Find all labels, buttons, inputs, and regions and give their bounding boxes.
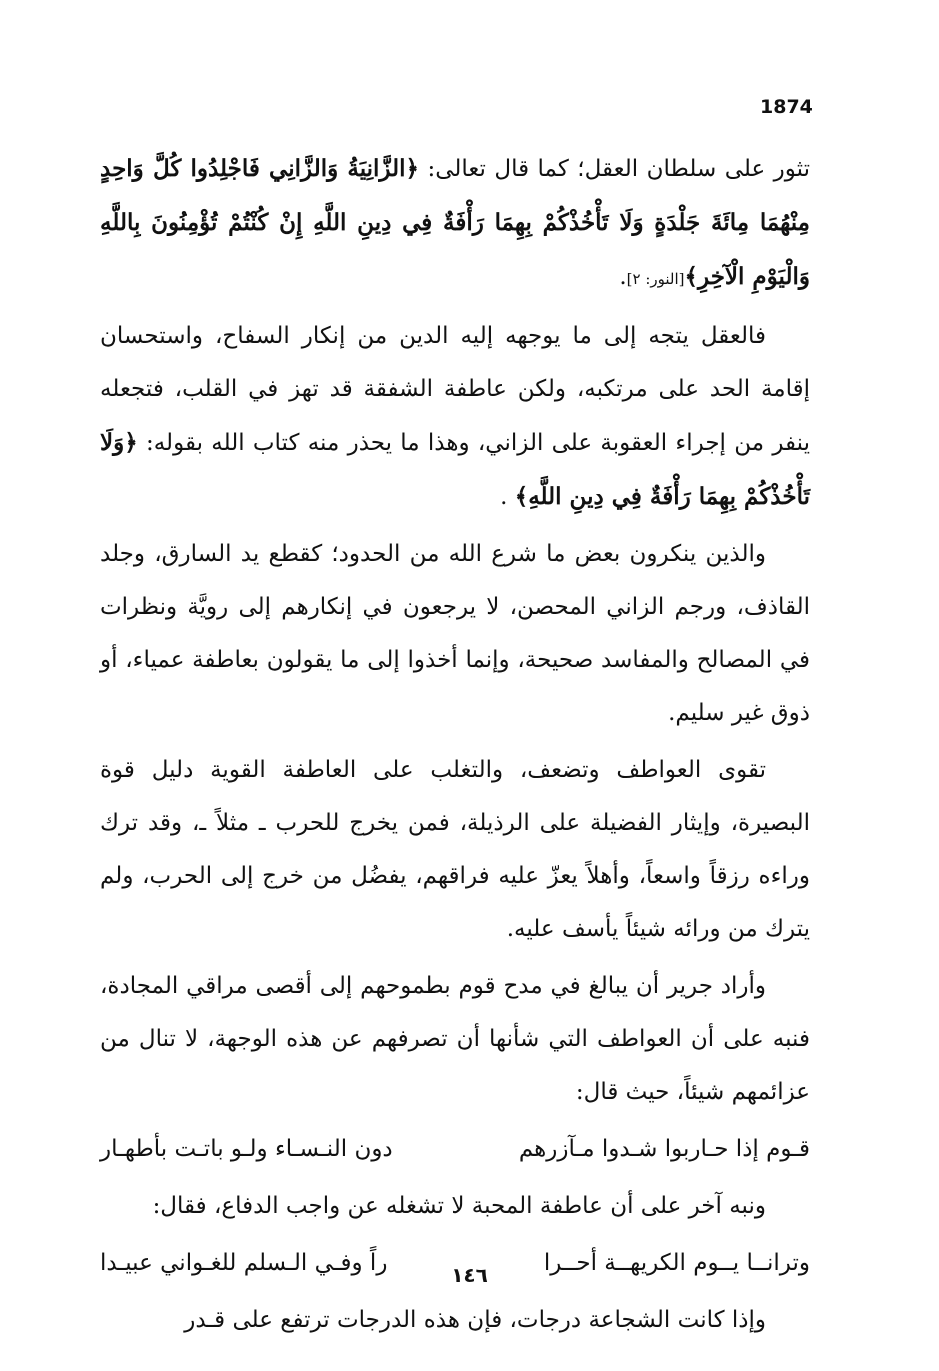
paragraph-4: تقوى العواطف وتضعف، والتغلب على العاطفة القوية دليل قوة البصيرة، وإيثار الفضيلة على الرذيلة، فمن يخرج للحرب ـ مثلاً ـ، وقد ترك وراءه رزقاً واسعاً، وأهلاً يعزّ عليه فراقهم، يفضُل من خرج إلى الحرب، ولم يترك من ورائه شيئاً يأسف عليه. bbox=[100, 757, 810, 942]
quran-verse-2: ﴿وَلَا تَأْخُذْكُمْ بِهِمَا رَأْفَةٌ فِي دِينِ اللَّهِ﴾ bbox=[100, 429, 810, 510]
paragraph-1-end: . bbox=[619, 264, 627, 290]
verse-2-second-hemistich: راً وفـي الـسلم للغـواني عبيـدا bbox=[100, 1250, 388, 1276]
verse-1-second-hemistich: دون النـسـاء ولـو باتـت بأطهـار bbox=[100, 1136, 393, 1162]
poem-verse-1 bbox=[100, 1123, 810, 1176]
paragraph-5: وأراد جرير أن يبالغ في مدح قوم بطموحهم إلى أقصى مراقي المجادة، فنبه على أن العواطف التي شأنها أن تصرفهم عن هذه الوجهة، لا تنال من عزائمهم شيئاً، حيث قال: bbox=[100, 973, 810, 1105]
quran-reference: [النور: ٢] bbox=[626, 270, 685, 288]
quran-verse-1: ﴿الزَّانِيَةُ وَالزَّانِي فَاجْلِدُوا كُلَّ وَاحِدٍ مِنْهُمَا مِائَةَ جَلْدَةٍ وَلَا تَأْخُذْكُمْ بِهِمَا رَأْفَةٌ فِي دِينِ اللَّهِ إِنْ كُنْتُمْ تُؤْمِنُونَ بِاللَّهِ وَالْيَوْمِ الْآخِرِ﴾ bbox=[100, 155, 810, 290]
line-after-verse-1: ونبه آخر على أن عاطفة المحبة لا تشغله عن واجب الدفاع، فقال: bbox=[152, 1193, 766, 1219]
paragraph-3: والذين ينكرون بعض ما شرع الله من الحدود؛ كقطع يد السارق، وجلد القاذف، ورجم الزاني المحصن، لا يرجعون في إنكارهم إلى رويَّة ونظرات في المصالح والمفاسد صحيحة، وإنما أخذوا إلى ما يقولون بعاطفة عمياء، أو ذوق غير سليم. bbox=[100, 541, 810, 726]
paragraph-2-end: . bbox=[500, 484, 515, 510]
page-body bbox=[100, 142, 810, 1351]
paragraph-2-text: فالعقل يتجه إلى ما يوجهه إليه الدين من إنكار السفاح، واستحسان إقامة الحد على مرتكبه، ولكن عاطفة الشفقة قد تهز في القلب، فتجعله ينفر من إجراء العقوبة على الزاني، وهذا ما يحذر منه كتاب الله بقوله: bbox=[100, 323, 810, 456]
last-line: وإذا كانت الشجاعة درجات، فإن هذه الدرجات ترتفع على قـدر bbox=[184, 1307, 766, 1333]
paragraph-1-text: تثور على سلطان العقل؛ كما قال تعالى: bbox=[419, 156, 810, 182]
verse-1-first-hemistich: قـوم إذا حـاربوا شـدوا مـآزرهم bbox=[518, 1136, 810, 1162]
paragraph-2 bbox=[100, 310, 810, 524]
paragraph-1 bbox=[100, 142, 810, 306]
verse-2-first-hemistich: وترانــا يــوم الكريهــة أحــرا bbox=[543, 1250, 810, 1276]
page-number-bottom: ١٤٦ bbox=[451, 1263, 488, 1287]
page-number-top: 1874 bbox=[760, 96, 813, 118]
